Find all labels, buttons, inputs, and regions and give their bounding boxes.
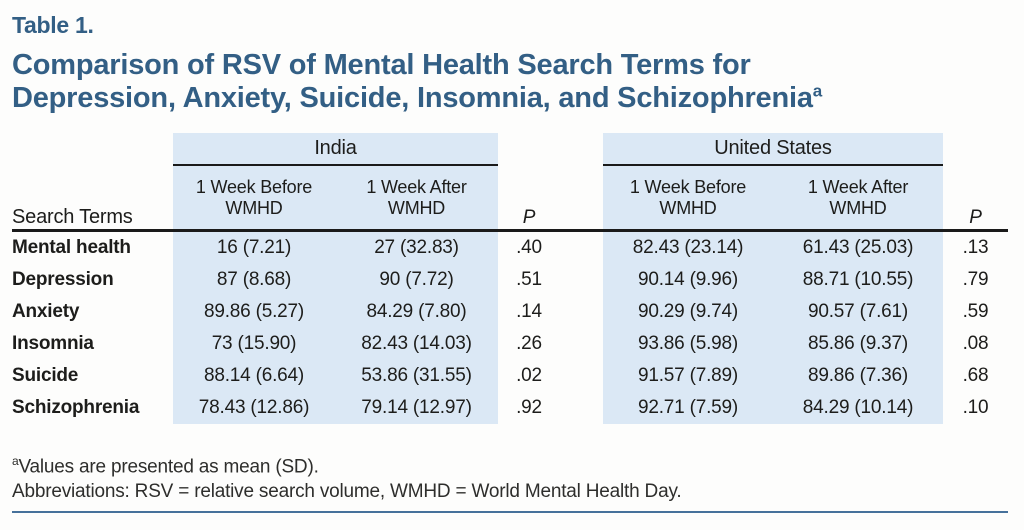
gap-column bbox=[560, 264, 603, 296]
us-after-value: 85.86 (9.37) bbox=[773, 328, 943, 360]
india-before-value: 87 (8.68) bbox=[173, 264, 335, 296]
us-p-value: .79 bbox=[962, 269, 989, 290]
india-after-value: 27 (32.83) bbox=[335, 231, 498, 265]
group-gap-column bbox=[560, 133, 603, 165]
title-footnote-marker: a bbox=[812, 81, 823, 101]
search-term-label: Schizophrenia bbox=[12, 397, 140, 418]
gap-column bbox=[560, 231, 603, 265]
us-before-value: 91.57 (7.89) bbox=[603, 360, 773, 392]
us-after-value: 88.71 (10.55) bbox=[773, 264, 943, 296]
india-after-value: 84.29 (7.80) bbox=[335, 296, 498, 328]
us-after-value: 84.29 (10.14) bbox=[773, 392, 943, 424]
footnote-values-text: Values are presented as mean (SD). bbox=[18, 456, 319, 478]
group-header-united-states: United States bbox=[603, 133, 943, 165]
table-row-schizophrenia bbox=[12, 392, 1008, 424]
table-title-line2: Depression, Anxiety, Suicide, Insomnia, and Schizophrenia bbox=[12, 82, 813, 114]
india-before-value: 73 (15.90) bbox=[173, 328, 335, 360]
column-header-india-after bbox=[335, 165, 498, 231]
gap-column bbox=[560, 392, 603, 424]
us-after-value: 61.43 (25.03) bbox=[773, 231, 943, 265]
india-p-value: .92 bbox=[516, 397, 542, 418]
gap-column bbox=[560, 165, 603, 231]
column-header-us-before bbox=[603, 165, 773, 231]
gap-column bbox=[560, 360, 603, 392]
column-header-line: WMHD bbox=[659, 197, 717, 218]
india-after-value: 90 (7.72) bbox=[335, 264, 498, 296]
india-after-value: 82.43 (14.03) bbox=[335, 328, 498, 360]
column-header-india-before bbox=[173, 165, 335, 231]
table-footnotes bbox=[12, 449, 1010, 504]
footnote-abbreviations: Abbreviations: RSV = relative search volume, WMHD = World Mental Health Day. bbox=[12, 481, 682, 503]
us-p-value: .08 bbox=[962, 333, 989, 354]
column-header-india-p: P bbox=[498, 165, 560, 231]
column-header-line: 1 Week After bbox=[807, 176, 909, 197]
table-row-insomnia bbox=[12, 328, 1008, 360]
search-term-label: Insomnia bbox=[12, 333, 94, 354]
us-before-value: 93.86 (5.98) bbox=[603, 328, 773, 360]
column-header-line: WMHD bbox=[225, 197, 283, 218]
us-after-value: 90.57 (7.61) bbox=[773, 296, 943, 328]
table-row-mental-health bbox=[12, 231, 1008, 265]
footnote-marker: a bbox=[12, 454, 19, 468]
search-term-label: Anxiety bbox=[12, 301, 80, 322]
group-header-spacer bbox=[12, 133, 173, 165]
us-before-value: 90.14 (9.96) bbox=[603, 264, 773, 296]
us-before-value: 90.29 (9.74) bbox=[603, 296, 773, 328]
gap-column bbox=[560, 328, 603, 360]
group-header-india: India bbox=[173, 133, 498, 165]
search-term-label: Suicide bbox=[12, 365, 79, 386]
us-p-value: .59 bbox=[962, 301, 989, 322]
gap-column bbox=[560, 296, 603, 328]
column-header-us-after bbox=[773, 165, 943, 231]
us-before-value: 82.43 (23.14) bbox=[603, 231, 773, 265]
table-title-line1: Comparison of RSV of Mental Health Search Terms for bbox=[12, 49, 751, 81]
bottom-divider-rule bbox=[12, 511, 1008, 513]
column-header-line: WMHD bbox=[387, 197, 446, 218]
search-term-label: Depression bbox=[12, 269, 114, 290]
group-header-spacer bbox=[943, 133, 1008, 165]
country-group-header-row bbox=[12, 133, 1008, 165]
india-before-value: 88.14 (6.64) bbox=[173, 360, 335, 392]
column-header-line: WMHD bbox=[829, 197, 887, 218]
table-number: Table 1. bbox=[12, 12, 94, 38]
india-p-value: .02 bbox=[516, 365, 542, 386]
india-p-value: .26 bbox=[516, 333, 542, 354]
us-p-value: .13 bbox=[962, 237, 989, 258]
india-p-value: .14 bbox=[516, 301, 542, 322]
group-header-spacer bbox=[498, 133, 560, 165]
us-after-value: 89.86 (7.36) bbox=[773, 360, 943, 392]
column-header-row bbox=[12, 165, 1008, 231]
column-header-line: 1 Week Before bbox=[629, 176, 747, 197]
rsv-comparison-table bbox=[12, 133, 1008, 424]
column-header-line: 1 Week After bbox=[366, 176, 467, 197]
table-row-anxiety bbox=[12, 296, 1008, 328]
india-before-value: 16 (7.21) bbox=[173, 231, 335, 265]
india-p-value: .51 bbox=[516, 269, 542, 290]
us-p-value: .10 bbox=[962, 397, 989, 418]
search-term-label: Mental health bbox=[12, 237, 131, 258]
india-p-value: .40 bbox=[516, 237, 542, 258]
india-before-value: 89.86 (5.27) bbox=[173, 296, 335, 328]
table-title bbox=[12, 49, 1010, 115]
table-row-depression bbox=[12, 264, 1008, 296]
column-header-search-terms: Search Terms bbox=[12, 165, 173, 231]
india-after-value: 53.86 (31.55) bbox=[335, 360, 498, 392]
india-before-value: 78.43 (12.86) bbox=[173, 392, 335, 424]
column-header-us-p: P bbox=[943, 165, 1008, 231]
us-p-value: .68 bbox=[962, 365, 989, 386]
footnote-values bbox=[12, 449, 1010, 479]
table-row-suicide bbox=[12, 360, 1008, 392]
us-before-value: 92.71 (7.59) bbox=[603, 392, 773, 424]
column-header-line: 1 Week Before bbox=[195, 176, 313, 197]
india-after-value: 79.14 (12.97) bbox=[335, 392, 498, 424]
